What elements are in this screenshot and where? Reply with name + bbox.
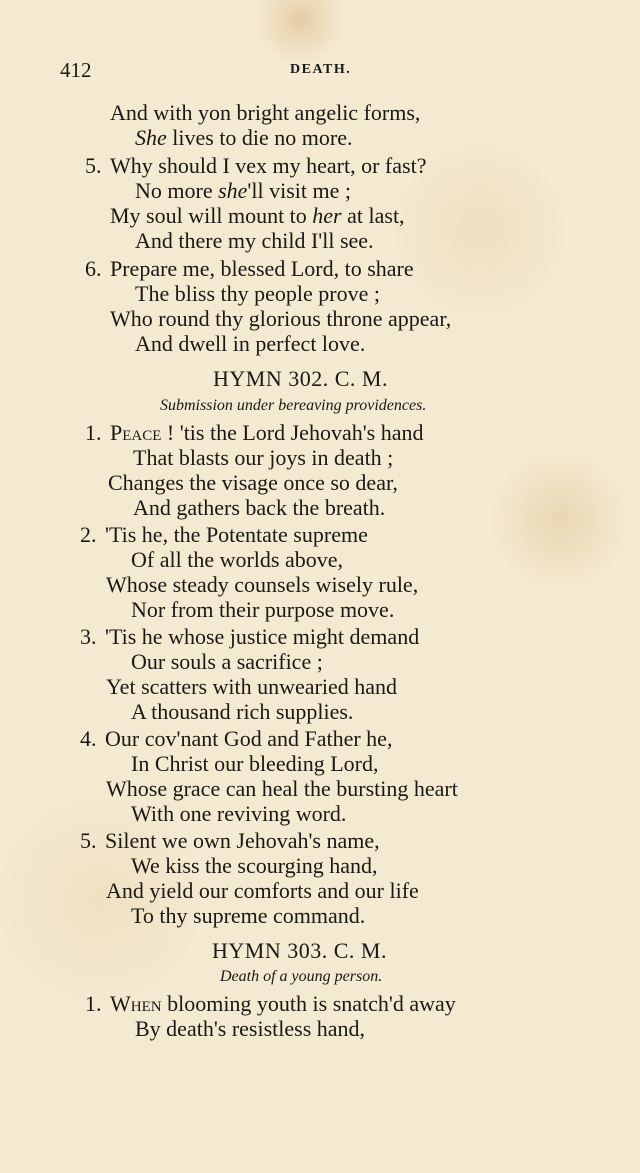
verse-line: We kiss the scourging hand, bbox=[131, 853, 378, 878]
verse-number: 5. bbox=[80, 828, 97, 853]
verse-line: Changes the visage once so dear, bbox=[108, 470, 398, 495]
verse-line: And dwell in perfect love. bbox=[135, 331, 366, 356]
verse-line: The bliss thy people prove ; bbox=[135, 281, 381, 306]
verse-line: Of all the worlds above, bbox=[131, 547, 343, 572]
verse-number: 6. bbox=[85, 256, 102, 281]
verse-number: 4. bbox=[80, 726, 97, 751]
verse-line: And with yon bright angelic forms, bbox=[110, 100, 421, 125]
verse-line: When blooming youth is snatch'd away bbox=[110, 991, 456, 1016]
verse-line: And yield our comforts and our life bbox=[106, 878, 419, 903]
verse-line: And gathers back the breath. bbox=[133, 495, 386, 520]
verse-number: 2. bbox=[80, 522, 97, 547]
hymn-subtitle: Submission under bereaving providences. bbox=[160, 397, 427, 414]
page-header bbox=[60, 58, 560, 84]
hymn-title: HYMN 303. C. M. bbox=[212, 938, 387, 963]
emphasis: her bbox=[312, 203, 342, 228]
verse-line: With one reviving word. bbox=[131, 801, 347, 826]
verse-line: To thy supreme command. bbox=[131, 903, 366, 928]
verse-number: 5. bbox=[85, 153, 102, 178]
verse-line: Peace ! 'tis the Lord Jehovah's hand bbox=[110, 420, 424, 445]
page-number: 412 bbox=[60, 58, 92, 82]
verse-line: Who round thy glorious throne appear, bbox=[110, 306, 452, 331]
emphasis: she bbox=[218, 178, 248, 203]
verse-line: Yet scatters with unwearied hand bbox=[106, 674, 398, 699]
verse-line: 'Tis he whose justice might demand bbox=[105, 624, 420, 649]
small-caps-word: When bbox=[110, 991, 162, 1016]
verse-line: Whose grace can heal the bursting heart bbox=[106, 776, 458, 801]
verse-line: Nor from their purpose move. bbox=[131, 597, 395, 622]
verse-line: Prepare me, blessed Lord, to share bbox=[110, 256, 414, 281]
verse-line: Our cov'nant God and Father he, bbox=[105, 726, 393, 751]
verse-line: Whose steady counsels wisely rule, bbox=[106, 572, 419, 597]
verse-line: That blasts our joys in death ; bbox=[133, 445, 394, 470]
verse-number: 1. bbox=[85, 991, 102, 1016]
small-caps-word: Peace bbox=[110, 420, 162, 445]
verse-line: She lives to die no more. bbox=[135, 125, 353, 150]
hymn-subtitle: Death of a young person. bbox=[220, 968, 383, 985]
verse-line: Our souls a sacrifice ; bbox=[131, 649, 323, 674]
verse-number: 1. bbox=[85, 420, 102, 445]
verse-line: Why should I vex my heart, or fast? bbox=[110, 153, 427, 178]
verse-line: Silent we own Jehovah's name, bbox=[105, 828, 380, 853]
verse-line: And there my child I'll see. bbox=[135, 228, 374, 253]
verse-line: A thousand rich supplies. bbox=[131, 699, 354, 724]
hymn-title: HYMN 302. C. M. bbox=[213, 366, 388, 391]
verse-line: No more she'll visit me ; bbox=[135, 178, 351, 203]
verse-number: 3. bbox=[80, 624, 97, 649]
verse-line: 'Tis he, the Potentate supreme bbox=[105, 522, 368, 547]
verse-line: By death's resistless hand, bbox=[135, 1016, 366, 1041]
emphasis: She bbox=[135, 125, 167, 150]
verse-line: In Christ our bleeding Lord, bbox=[131, 751, 379, 776]
running-title: DEATH. bbox=[290, 62, 352, 77]
verse-line: My soul will mount to her at last, bbox=[110, 203, 405, 228]
